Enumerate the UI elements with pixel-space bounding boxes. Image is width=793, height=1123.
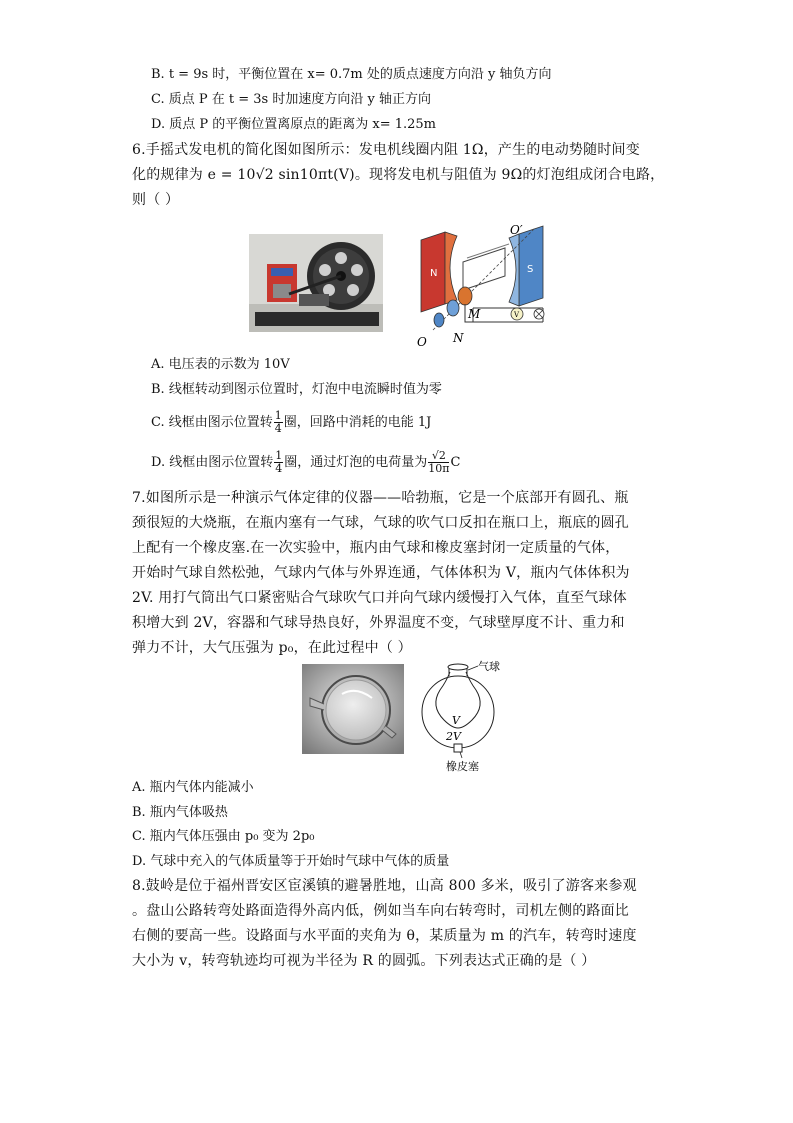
q7-stem-line-3: 上配有一个橡皮塞.在一次实验中，瓶内由气球和橡皮塞封闭一定质量的气体，	[132, 540, 620, 556]
frac-numerator: 1	[275, 449, 283, 462]
q7-option-c: C. 瓶内气体压强由 p₀ 变为 2p₀	[132, 829, 315, 844]
q6-stem-line-3: 则（ ）	[132, 192, 180, 208]
label-n-brush: N	[453, 331, 464, 345]
q7-stem-line-5: 2V. 用打气筒出气口紧密贴合气球吹气口并向气球内缓慢打入气体，直至气球体	[132, 590, 627, 606]
q6-option-c-suffix: 圈，回路中消耗的电能 1J	[283, 415, 432, 430]
flask-schematic	[416, 656, 518, 774]
q7-stem-line-7: 弹力不计，大气压强为 p₀，在此过程中（ ）	[132, 640, 412, 656]
q6-option-d-suffix: C	[450, 455, 461, 470]
label-balloon: 气球	[478, 660, 500, 673]
flask-photo	[302, 664, 404, 754]
frac-denominator: 4	[275, 462, 283, 475]
label-s-pole: S	[527, 264, 534, 275]
fraction-one-quarter	[274, 410, 283, 435]
q7-stem-line-1: 7.如图所示是一种演示气体定律的仪器——哈勃瓶，它是一个底部开有圆孔、瓶	[132, 490, 629, 506]
label-v: V	[452, 714, 460, 727]
generator-photo	[249, 234, 383, 332]
q6-option-d-middle: 圈，通过灯泡的电荷量为	[284, 455, 428, 470]
q8-stem-line-4: 大小为 v，转弯轨迹均可视为半径为 R 的圆弧。下列表达式正确的是（ ）	[132, 953, 596, 969]
frac-denominator: 10π	[428, 462, 450, 475]
q7-option-b: B. 瓶内气体吸热	[132, 805, 228, 820]
q6-option-a: A. 电压表的示数为 10V	[151, 357, 290, 372]
q8-stem-line-3: 右侧的要高一些。设路面与水平面的夹角为 θ，某质量为 m 的汽车，转弯时速度	[132, 928, 637, 944]
fraction-one-quarter	[274, 450, 283, 475]
fraction-charge	[428, 450, 449, 475]
label-o: O	[417, 335, 427, 349]
q7-stem-line-4: 开始时气球自然松弛，气球内气体与外界连通，气体体积为 V，瓶内气体体积为	[132, 565, 630, 581]
q8-stem-line-1: 8.鼓岭是位于福州晋安区宦溪镇的避暑胜地，山高 800 多米，吸引了游客来参观	[132, 878, 637, 894]
label-stopper: 橡皮塞	[446, 760, 479, 773]
q6-option-d	[151, 450, 460, 476]
label-m: M	[468, 307, 481, 321]
generator-schematic	[413, 218, 563, 350]
q6-stem-line-1: 6.手摇式发电机的简化图如图所示：发电机线圈内阻 1Ω，产生的电动势随时间变	[132, 142, 640, 158]
q6-stem-line-2: 化的规律为 e = 10√2 sin10πt(V)。现将发电机与阻值为 9Ω的灯泡组成闭合电路，	[132, 167, 665, 183]
q7-option-d: D. 气球中充入的气体质量等于开始时气球中气体的质量	[132, 854, 450, 869]
q5-option-b: B. t = 9s 时，平衡位置在 x= 0.7m 处的质点速度方向沿 y 轴负方向	[151, 67, 552, 82]
frac-numerator: √2	[428, 450, 449, 463]
label-o-prime: O′	[510, 223, 523, 237]
frac-numerator: 1	[274, 409, 282, 422]
q6-option-c-prefix: C. 线框由图示位置转	[151, 415, 273, 430]
q5-option-d: D. 质点 P 的平衡位置离原点的距离为 x= 1.25m	[151, 117, 436, 132]
q8-stem-line-2: 。盘山公路转弯处路面造得外高内低，例如当车向右转弯时，司机左侧的路面比	[132, 903, 629, 919]
q7-stem-line-6: 积增大到 2V，容器和气球导热良好，外界温度不变，气球壁厚度不计、重力和	[132, 615, 625, 631]
q6-option-b: B. 线框转动到图示位置时，灯泡中电流瞬时值为零	[151, 382, 442, 397]
label-n-pole: N	[430, 268, 438, 279]
q7-stem-line-2: 颈很短的大烧瓶，在瓶内塞有一气球，气球的吹气口反扣在瓶口上，瓶底的圆孔	[132, 515, 629, 531]
q7-option-a: A. 瓶内气体内能减小	[132, 780, 254, 795]
q6-option-d-prefix: D. 线框由图示位置转	[151, 455, 274, 470]
label-2v: 2V	[446, 730, 461, 743]
frac-denominator: 4	[274, 422, 282, 435]
q5-option-c: C. 质点 P 在 t = 3s 时加速度方向沿 y 轴正方向	[151, 92, 431, 107]
q6-option-c	[151, 410, 431, 436]
label-voltmeter: V	[514, 311, 520, 319]
